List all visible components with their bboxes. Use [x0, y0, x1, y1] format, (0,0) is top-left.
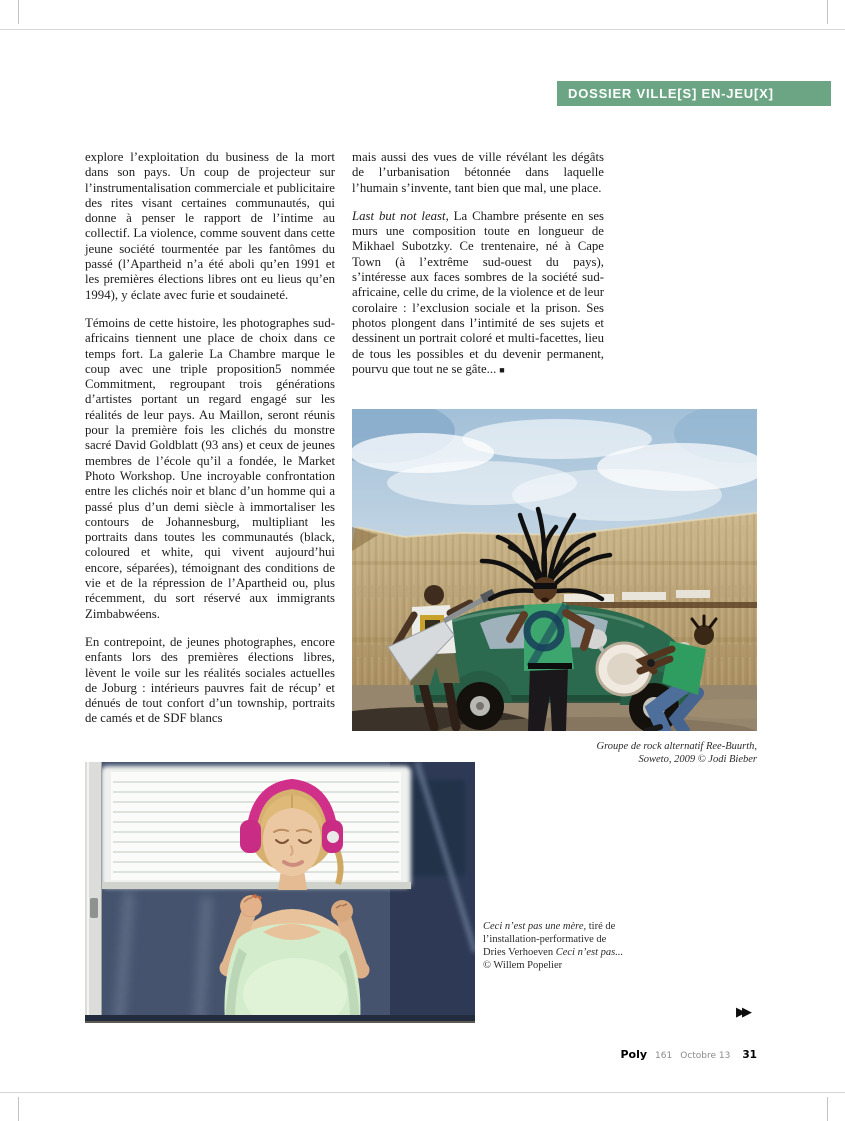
photo-credit: © Willem Popelier	[483, 960, 563, 971]
band-photo-graphic	[352, 409, 757, 731]
paragraph: explore l’exploitation du business de la mort dans son pays. Un coup de projecteur sur l’instrumentalisation commerciale et publicitaire des rites visant certaines communautés, qui donne à penser le rapport de l’intime au collectif. La violence, comme souvent dans cette jeune société tourmentée par les fantômes du passé (l’Apartheid n’a été aboli qu’en 1991 et les premières élections libres ont eu lieus qu’en 1994), y éclate avec furie et soudaineté.	[85, 150, 335, 302]
trim-line-top	[0, 29, 845, 30]
band-photo	[352, 409, 757, 731]
page-footer	[620, 1048, 757, 1061]
band-photo-caption	[507, 740, 757, 766]
next-page-arrows-icon: ▶▶	[736, 1005, 748, 1020]
dossier-banner	[557, 81, 831, 106]
girl-photo-graphic	[85, 762, 475, 1023]
door-handle	[90, 898, 98, 918]
crop-mark	[18, 1097, 19, 1121]
paragraph: Last but not least, La Chambre présente en ses murs une composition toute en longueur de Mikhael Subotzky. Ce trentenaire, né à Cape Town (à l’extrême sud-ouest du pays), s’intéresse aux faces sombres de la société sud-africaine, celle du crime, de la violence et de leur corolaire : l’exclusion sociale et la prison. Ses photos plongent dans l’intimité de ses sujets et dessinent un portrait coloré et multi-facettes, lieu de tous les possibles et du devenir permanent, pourvu que tout ne se gâte... ■	[352, 208, 604, 376]
caption-line: Soweto, 2009 © Jodi Bieber	[638, 754, 757, 765]
crop-mark	[827, 0, 828, 24]
article-column-right	[352, 150, 604, 391]
paragraph: mais aussi des vues de ville révélant les dégâts de l’urbanisation bétonnée dans laquelle l’humain s’invente, tant bien que mal, une place.	[352, 150, 604, 195]
article-column-left	[85, 150, 335, 740]
caption-line: Groupe de rock alternatif Ree-Buurth,	[596, 741, 757, 752]
page-number: 31	[742, 1049, 757, 1061]
window-frame	[85, 762, 102, 1023]
trim-line-bottom	[0, 1092, 845, 1093]
girl-photo-caption: Ceci n’est pas une mère, tiré de l’installation-performative de Dries Verhoeven Ceci n’est pas... © Willem Popelier	[483, 921, 624, 971]
paragraph: En contrepoint, de jeunes photographes, encore enfants lors des premières élections libres, lèvent le voile sur les réalités sociales actuelles de Joburg : intérieurs pauvres fait de récup’ et dénués de tout confort d’un township, portraits de camés et de SDF blancs	[85, 634, 335, 726]
italic-lead: Last but not least	[352, 208, 446, 223]
girl-photo	[85, 762, 475, 1023]
issue-number: 161	[655, 1051, 673, 1061]
paragraph: Témoins de cette histoire, les photographes sud-africains tiennent une place de choix dans ce temps fort. La galerie La Chambre marque le coup avec une triple proposition5 nommée Commitment, regroupant trois générations d’artistes portant un regard engagé sur les réalités de leur pays. Au Maillon, seront réunis pour la première fois les clichés du monstre sacré David Goldblatt (93 ans) et ceux de jeunes membres de l’école qu’il a fondée, le Market Photo Workshop. Une incroyable confrontation entre les clichés noir et blanc d’un homme qui a passé plus d’un demi siècle à immortaliser les contours de Johannesburg, multipliant les portraits dans toutes les communautés (black, coloured et white, qui vivent aujourd’hui encore, séparées), témoignant des conditions de vie et de la répression de l’Apartheid ou, plus récemment, du sort réservé aux immigrants Zimbabwéens.	[85, 315, 335, 621]
magazine-name: Poly	[620, 1048, 648, 1061]
caption-title: Ceci n’est pas une mère,	[483, 921, 587, 932]
issue-date: Octobre 13	[680, 1051, 731, 1061]
crop-mark	[827, 1097, 828, 1121]
crop-mark	[18, 0, 19, 24]
dossier-banner-label: DOSSIER VILLE[S] EN-JEU[X]	[568, 86, 774, 101]
tank-top	[225, 924, 361, 1024]
article-end-mark: ■	[499, 364, 505, 375]
